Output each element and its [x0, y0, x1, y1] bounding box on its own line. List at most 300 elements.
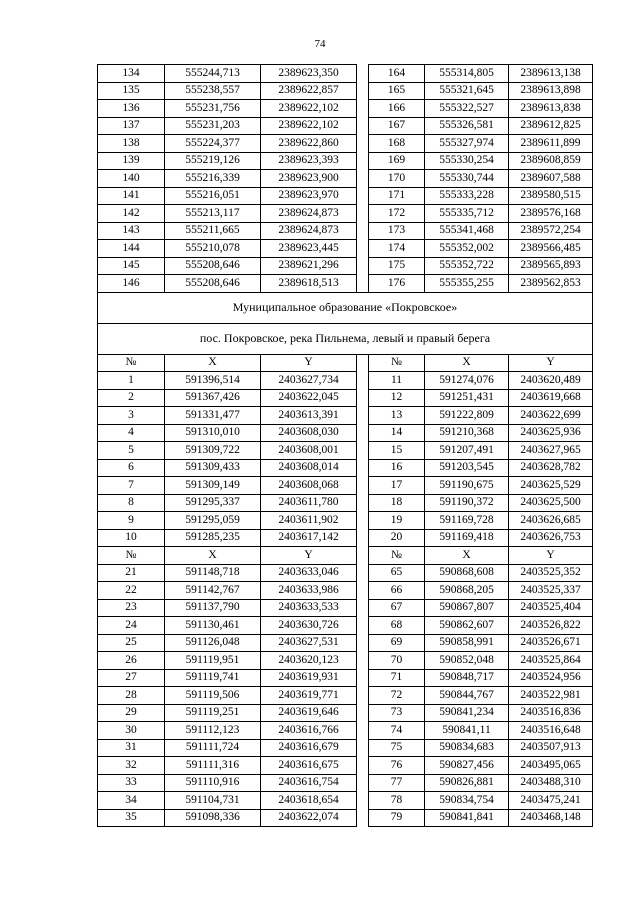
column-header: Y — [261, 547, 357, 565]
point-number-cell: 146 — [98, 275, 165, 293]
point-number-cell: 5 — [98, 442, 165, 460]
x-coordinate-cell: 555216,339 — [165, 170, 261, 188]
table-row — [98, 257, 593, 275]
y-coordinate-cell: 2389613,898 — [509, 82, 593, 100]
y-coordinate-cell: 2403628,782 — [509, 459, 593, 477]
point-number-cell: 138 — [98, 135, 165, 153]
y-coordinate-cell: 2403622,699 — [509, 407, 593, 425]
column-gap — [357, 82, 369, 100]
column-gap — [357, 65, 369, 83]
point-number-cell: 24 — [98, 617, 165, 635]
point-number-cell: 66 — [369, 582, 425, 600]
table-row — [98, 187, 593, 205]
point-number-cell: 29 — [98, 704, 165, 722]
point-number-cell: 33 — [98, 774, 165, 792]
x-coordinate-cell: 591169,728 — [425, 512, 509, 530]
table-row — [98, 65, 593, 83]
x-coordinate-cell: 591112,123 — [165, 722, 261, 740]
y-coordinate-cell: 2389623,350 — [261, 65, 357, 83]
x-coordinate-cell: 591137,790 — [165, 599, 261, 617]
table-row — [98, 599, 593, 617]
point-number-cell: 134 — [98, 65, 165, 83]
x-coordinate-cell: 555231,756 — [165, 100, 261, 118]
y-coordinate-cell: 2403608,001 — [261, 442, 357, 460]
y-coordinate-cell: 2389562,853 — [509, 275, 593, 293]
column-header: Y — [509, 547, 593, 565]
x-coordinate-cell: 590827,456 — [425, 757, 509, 775]
x-coordinate-cell: 590841,234 — [425, 704, 509, 722]
x-coordinate-cell: 591367,426 — [165, 389, 261, 407]
y-coordinate-cell: 2389608,859 — [509, 152, 593, 170]
x-coordinate-cell: 591142,767 — [165, 582, 261, 600]
table-row — [98, 494, 593, 512]
column-gap — [357, 222, 369, 240]
table-row — [98, 477, 593, 495]
table-row — [98, 722, 593, 740]
table-row — [98, 512, 593, 530]
x-coordinate-cell: 591295,059 — [165, 512, 261, 530]
x-coordinate-cell: 590844,767 — [425, 687, 509, 705]
y-coordinate-cell: 2389623,393 — [261, 152, 357, 170]
column-gap — [357, 687, 369, 705]
x-coordinate-cell: 591207,491 — [425, 442, 509, 460]
column-gap — [357, 424, 369, 442]
y-coordinate-cell: 2403525,864 — [509, 652, 593, 670]
table-row — [98, 135, 593, 153]
point-number-cell: 171 — [369, 187, 425, 205]
y-coordinate-cell: 2403620,489 — [509, 372, 593, 390]
point-number-cell: 174 — [369, 240, 425, 258]
y-coordinate-cell: 2389612,825 — [509, 117, 593, 135]
column-gap — [357, 704, 369, 722]
table-row — [98, 687, 593, 705]
table-row — [98, 442, 593, 460]
point-number-cell: 30 — [98, 722, 165, 740]
y-coordinate-cell: 2389565,893 — [509, 257, 593, 275]
table-row — [98, 205, 593, 223]
x-coordinate-cell: 590848,717 — [425, 669, 509, 687]
x-coordinate-cell: 555352,722 — [425, 257, 509, 275]
y-coordinate-cell: 2389613,138 — [509, 65, 593, 83]
x-coordinate-cell: 555352,002 — [425, 240, 509, 258]
point-number-cell: 32 — [98, 757, 165, 775]
x-coordinate-cell: 555210,078 — [165, 240, 261, 258]
point-number-cell: 13 — [369, 407, 425, 425]
x-coordinate-cell: 555335,712 — [425, 205, 509, 223]
x-coordinate-cell: 591148,718 — [165, 564, 261, 582]
point-number-cell: 77 — [369, 774, 425, 792]
table-row — [98, 372, 593, 390]
column-gap — [357, 722, 369, 740]
point-number-cell: 76 — [369, 757, 425, 775]
y-coordinate-cell: 2403616,675 — [261, 757, 357, 775]
table-row — [98, 407, 593, 425]
column-header: X — [165, 547, 261, 565]
point-number-cell: 136 — [98, 100, 165, 118]
column-gap — [357, 564, 369, 582]
point-number-cell: 2 — [98, 389, 165, 407]
table-row — [98, 82, 593, 100]
column-header: Y — [509, 354, 593, 372]
x-coordinate-cell: 555330,254 — [425, 152, 509, 170]
x-coordinate-cell: 591119,951 — [165, 652, 261, 670]
point-number-cell: 143 — [98, 222, 165, 240]
column-gap — [357, 100, 369, 118]
y-coordinate-cell: 2403622,045 — [261, 389, 357, 407]
table-row — [98, 792, 593, 810]
table-row — [98, 240, 593, 258]
column-gap — [357, 494, 369, 512]
point-number-cell: 23 — [98, 599, 165, 617]
column-gap — [357, 389, 369, 407]
y-coordinate-cell: 2403616,754 — [261, 774, 357, 792]
column-header: X — [425, 547, 509, 565]
y-coordinate-cell: 2403616,766 — [261, 722, 357, 740]
y-coordinate-cell: 2403626,753 — [509, 529, 593, 547]
x-coordinate-cell: 555211,665 — [165, 222, 261, 240]
column-gap — [357, 739, 369, 757]
x-coordinate-cell: 591309,722 — [165, 442, 261, 460]
y-coordinate-cell: 2403618,654 — [261, 792, 357, 810]
coordinates-table-body — [98, 65, 593, 827]
column-gap — [357, 275, 369, 293]
x-coordinate-cell: 591098,336 — [165, 809, 261, 827]
point-number-cell: 20 — [369, 529, 425, 547]
y-coordinate-cell: 2403625,529 — [509, 477, 593, 495]
table-row — [98, 652, 593, 670]
x-coordinate-cell: 591210,368 — [425, 424, 509, 442]
point-number-cell: 68 — [369, 617, 425, 635]
point-number-cell: 79 — [369, 809, 425, 827]
x-coordinate-cell: 591119,251 — [165, 704, 261, 722]
y-coordinate-cell: 2403526,671 — [509, 634, 593, 652]
table-row — [98, 100, 593, 118]
y-coordinate-cell: 2389618,513 — [261, 275, 357, 293]
x-coordinate-cell: 555314,805 — [425, 65, 509, 83]
table-row — [98, 275, 593, 293]
column-header: X — [425, 354, 509, 372]
x-coordinate-cell: 555224,377 — [165, 135, 261, 153]
y-coordinate-cell: 2403475,241 — [509, 792, 593, 810]
x-coordinate-cell: 590867,807 — [425, 599, 509, 617]
x-coordinate-cell: 590826,881 — [425, 774, 509, 792]
x-coordinate-cell: 555355,255 — [425, 275, 509, 293]
column-gap — [357, 170, 369, 188]
x-coordinate-cell: 591130,461 — [165, 617, 261, 635]
y-coordinate-cell: 2403625,936 — [509, 424, 593, 442]
y-coordinate-cell: 2389622,102 — [261, 100, 357, 118]
column-gap — [357, 407, 369, 425]
y-coordinate-cell: 2389607,588 — [509, 170, 593, 188]
table-row — [98, 757, 593, 775]
y-coordinate-cell: 2389622,860 — [261, 135, 357, 153]
x-coordinate-cell: 555326,581 — [425, 117, 509, 135]
location-title-row — [98, 323, 593, 354]
y-coordinate-cell: 2403522,981 — [509, 687, 593, 705]
point-number-cell: 140 — [98, 170, 165, 188]
column-gap — [357, 240, 369, 258]
table-row — [98, 669, 593, 687]
column-gap — [357, 652, 369, 670]
y-coordinate-cell: 2403633,533 — [261, 599, 357, 617]
y-coordinate-cell: 2403620,123 — [261, 652, 357, 670]
x-coordinate-cell: 555216,051 — [165, 187, 261, 205]
x-coordinate-cell: 591111,316 — [165, 757, 261, 775]
y-coordinate-cell: 2403622,074 — [261, 809, 357, 827]
y-coordinate-cell: 2403627,965 — [509, 442, 593, 460]
x-coordinate-cell: 555327,974 — [425, 135, 509, 153]
x-coordinate-cell: 590852,048 — [425, 652, 509, 670]
x-coordinate-cell: 591309,149 — [165, 477, 261, 495]
y-coordinate-cell: 2403524,956 — [509, 669, 593, 687]
table-row — [98, 170, 593, 188]
table-row — [98, 582, 593, 600]
point-number-cell: 75 — [369, 739, 425, 757]
point-number-cell: 69 — [369, 634, 425, 652]
x-coordinate-cell: 555321,645 — [425, 82, 509, 100]
point-number-cell: 16 — [369, 459, 425, 477]
y-coordinate-cell: 2389622,102 — [261, 117, 357, 135]
point-number-cell: 168 — [369, 135, 425, 153]
column-header: № — [369, 547, 425, 565]
point-number-cell: 17 — [369, 477, 425, 495]
municipality-title-row — [98, 292, 593, 323]
point-number-cell: 34 — [98, 792, 165, 810]
x-coordinate-cell: 555330,744 — [425, 170, 509, 188]
y-coordinate-cell: 2389611,899 — [509, 135, 593, 153]
table-row — [98, 117, 593, 135]
x-coordinate-cell: 591310,010 — [165, 424, 261, 442]
column-gap — [357, 757, 369, 775]
y-coordinate-cell: 2403516,836 — [509, 704, 593, 722]
x-coordinate-cell: 591104,731 — [165, 792, 261, 810]
point-number-cell: 14 — [369, 424, 425, 442]
point-number-cell: 176 — [369, 275, 425, 293]
y-coordinate-cell: 2389623,900 — [261, 170, 357, 188]
point-number-cell: 167 — [369, 117, 425, 135]
y-coordinate-cell: 2403625,500 — [509, 494, 593, 512]
x-coordinate-cell: 591126,048 — [165, 634, 261, 652]
x-coordinate-cell: 590834,754 — [425, 792, 509, 810]
column-header: Y — [261, 354, 357, 372]
page-number: 74 — [314, 38, 326, 50]
table-row — [98, 617, 593, 635]
x-coordinate-cell: 555219,126 — [165, 152, 261, 170]
x-coordinate-cell: 591309,433 — [165, 459, 261, 477]
point-number-cell: 25 — [98, 634, 165, 652]
point-number-cell: 11 — [369, 372, 425, 390]
x-coordinate-cell: 591331,477 — [165, 407, 261, 425]
y-coordinate-cell: 2389566,485 — [509, 240, 593, 258]
y-coordinate-cell: 2403611,780 — [261, 494, 357, 512]
point-number-cell: 169 — [369, 152, 425, 170]
point-number-cell: 4 — [98, 424, 165, 442]
point-number-cell: 175 — [369, 257, 425, 275]
column-gap — [357, 257, 369, 275]
point-number-cell: 15 — [369, 442, 425, 460]
table-row — [98, 704, 593, 722]
point-number-cell: 21 — [98, 564, 165, 582]
point-number-cell: 9 — [98, 512, 165, 530]
column-gap — [357, 809, 369, 827]
x-coordinate-cell: 591274,076 — [425, 372, 509, 390]
x-coordinate-cell: 555238,557 — [165, 82, 261, 100]
point-number-cell: 31 — [98, 739, 165, 757]
point-number-cell: 7 — [98, 477, 165, 495]
table-header-row — [98, 547, 593, 565]
y-coordinate-cell: 2403627,531 — [261, 634, 357, 652]
point-number-cell: 8 — [98, 494, 165, 512]
y-coordinate-cell: 2403633,986 — [261, 582, 357, 600]
column-gap — [357, 477, 369, 495]
y-coordinate-cell: 2403627,734 — [261, 372, 357, 390]
table-row — [98, 459, 593, 477]
table-row — [98, 389, 593, 407]
x-coordinate-cell: 555322,527 — [425, 100, 509, 118]
column-gap — [357, 512, 369, 530]
point-number-cell: 73 — [369, 704, 425, 722]
y-coordinate-cell: 2389572,254 — [509, 222, 593, 240]
table-row — [98, 152, 593, 170]
point-number-cell: 139 — [98, 152, 165, 170]
column-gap — [357, 372, 369, 390]
y-coordinate-cell: 2403526,822 — [509, 617, 593, 635]
point-number-cell: 3 — [98, 407, 165, 425]
y-coordinate-cell: 2389580,515 — [509, 187, 593, 205]
point-number-cell: 71 — [369, 669, 425, 687]
column-gap — [357, 117, 369, 135]
point-number-cell: 35 — [98, 809, 165, 827]
y-coordinate-cell: 2403525,404 — [509, 599, 593, 617]
y-coordinate-cell: 2403626,685 — [509, 512, 593, 530]
x-coordinate-cell: 591251,431 — [425, 389, 509, 407]
x-coordinate-cell: 591396,514 — [165, 372, 261, 390]
x-coordinate-cell: 555213,117 — [165, 205, 261, 223]
table-row — [98, 424, 593, 442]
x-coordinate-cell: 590841,841 — [425, 809, 509, 827]
point-number-cell: 170 — [369, 170, 425, 188]
y-coordinate-cell: 2389623,445 — [261, 240, 357, 258]
point-number-cell: 12 — [369, 389, 425, 407]
column-header: № — [98, 547, 165, 565]
x-coordinate-cell: 555341,468 — [425, 222, 509, 240]
y-coordinate-cell: 2403507,913 — [509, 739, 593, 757]
y-coordinate-cell: 2403608,014 — [261, 459, 357, 477]
y-coordinate-cell: 2403619,771 — [261, 687, 357, 705]
y-coordinate-cell: 2403608,068 — [261, 477, 357, 495]
point-number-cell: 74 — [369, 722, 425, 740]
x-coordinate-cell: 590862,607 — [425, 617, 509, 635]
y-coordinate-cell: 2403630,726 — [261, 617, 357, 635]
point-number-cell: 145 — [98, 257, 165, 275]
column-gap — [357, 617, 369, 635]
x-coordinate-cell: 590868,608 — [425, 564, 509, 582]
x-coordinate-cell: 591222,809 — [425, 407, 509, 425]
point-number-cell: 72 — [369, 687, 425, 705]
location-title: пос. Покровское, река Пильнема, левый и правый берега — [98, 323, 593, 354]
table-row — [98, 739, 593, 757]
x-coordinate-cell: 591110,916 — [165, 774, 261, 792]
column-gap — [357, 442, 369, 460]
point-number-cell: 172 — [369, 205, 425, 223]
y-coordinate-cell: 2403633,046 — [261, 564, 357, 582]
y-coordinate-cell: 2403619,668 — [509, 389, 593, 407]
y-coordinate-cell: 2389623,970 — [261, 187, 357, 205]
table-row — [98, 564, 593, 582]
column-gap — [357, 774, 369, 792]
column-gap — [357, 205, 369, 223]
point-number-cell: 65 — [369, 564, 425, 582]
point-number-cell: 27 — [98, 669, 165, 687]
point-number-cell: 78 — [369, 792, 425, 810]
y-coordinate-cell: 2389613,838 — [509, 100, 593, 118]
column-gap — [357, 354, 369, 372]
point-number-cell: 22 — [98, 582, 165, 600]
x-coordinate-cell: 591295,337 — [165, 494, 261, 512]
column-gap — [357, 634, 369, 652]
y-coordinate-cell: 2403495,065 — [509, 757, 593, 775]
point-number-cell: 173 — [369, 222, 425, 240]
column-gap — [357, 187, 369, 205]
column-gap — [357, 792, 369, 810]
x-coordinate-cell: 555244,713 — [165, 65, 261, 83]
table-header-row — [98, 354, 593, 372]
y-coordinate-cell: 2403525,337 — [509, 582, 593, 600]
column-gap — [357, 599, 369, 617]
point-number-cell: 10 — [98, 529, 165, 547]
point-number-cell: 137 — [98, 117, 165, 135]
column-header: № — [98, 354, 165, 372]
table-row — [98, 774, 593, 792]
point-number-cell: 28 — [98, 687, 165, 705]
y-coordinate-cell: 2389624,873 — [261, 205, 357, 223]
y-coordinate-cell: 2403619,931 — [261, 669, 357, 687]
y-coordinate-cell: 2389621,296 — [261, 257, 357, 275]
point-number-cell: 19 — [369, 512, 425, 530]
column-header: № — [369, 354, 425, 372]
x-coordinate-cell: 591285,235 — [165, 529, 261, 547]
table-row — [98, 529, 593, 547]
point-number-cell: 135 — [98, 82, 165, 100]
y-coordinate-cell: 2403617,142 — [261, 529, 357, 547]
x-coordinate-cell: 590834,683 — [425, 739, 509, 757]
point-number-cell: 141 — [98, 187, 165, 205]
point-number-cell: 142 — [98, 205, 165, 223]
x-coordinate-cell: 591190,675 — [425, 477, 509, 495]
column-gap — [357, 135, 369, 153]
x-coordinate-cell: 555208,646 — [165, 275, 261, 293]
column-gap — [357, 669, 369, 687]
column-header: X — [165, 354, 261, 372]
x-coordinate-cell: 591119,506 — [165, 687, 261, 705]
y-coordinate-cell: 2403525,352 — [509, 564, 593, 582]
column-gap — [357, 582, 369, 600]
y-coordinate-cell: 2389624,873 — [261, 222, 357, 240]
x-coordinate-cell: 590841,11 — [425, 722, 509, 740]
y-coordinate-cell: 2403611,902 — [261, 512, 357, 530]
y-coordinate-cell: 2403488,310 — [509, 774, 593, 792]
y-coordinate-cell: 2403608,030 — [261, 424, 357, 442]
point-number-cell: 166 — [369, 100, 425, 118]
table-row — [98, 809, 593, 827]
x-coordinate-cell: 591203,545 — [425, 459, 509, 477]
y-coordinate-cell: 2403516,648 — [509, 722, 593, 740]
x-coordinate-cell: 591119,741 — [165, 669, 261, 687]
column-gap — [357, 459, 369, 477]
x-coordinate-cell: 590868,205 — [425, 582, 509, 600]
y-coordinate-cell: 2403613,391 — [261, 407, 357, 425]
x-coordinate-cell: 555333,228 — [425, 187, 509, 205]
